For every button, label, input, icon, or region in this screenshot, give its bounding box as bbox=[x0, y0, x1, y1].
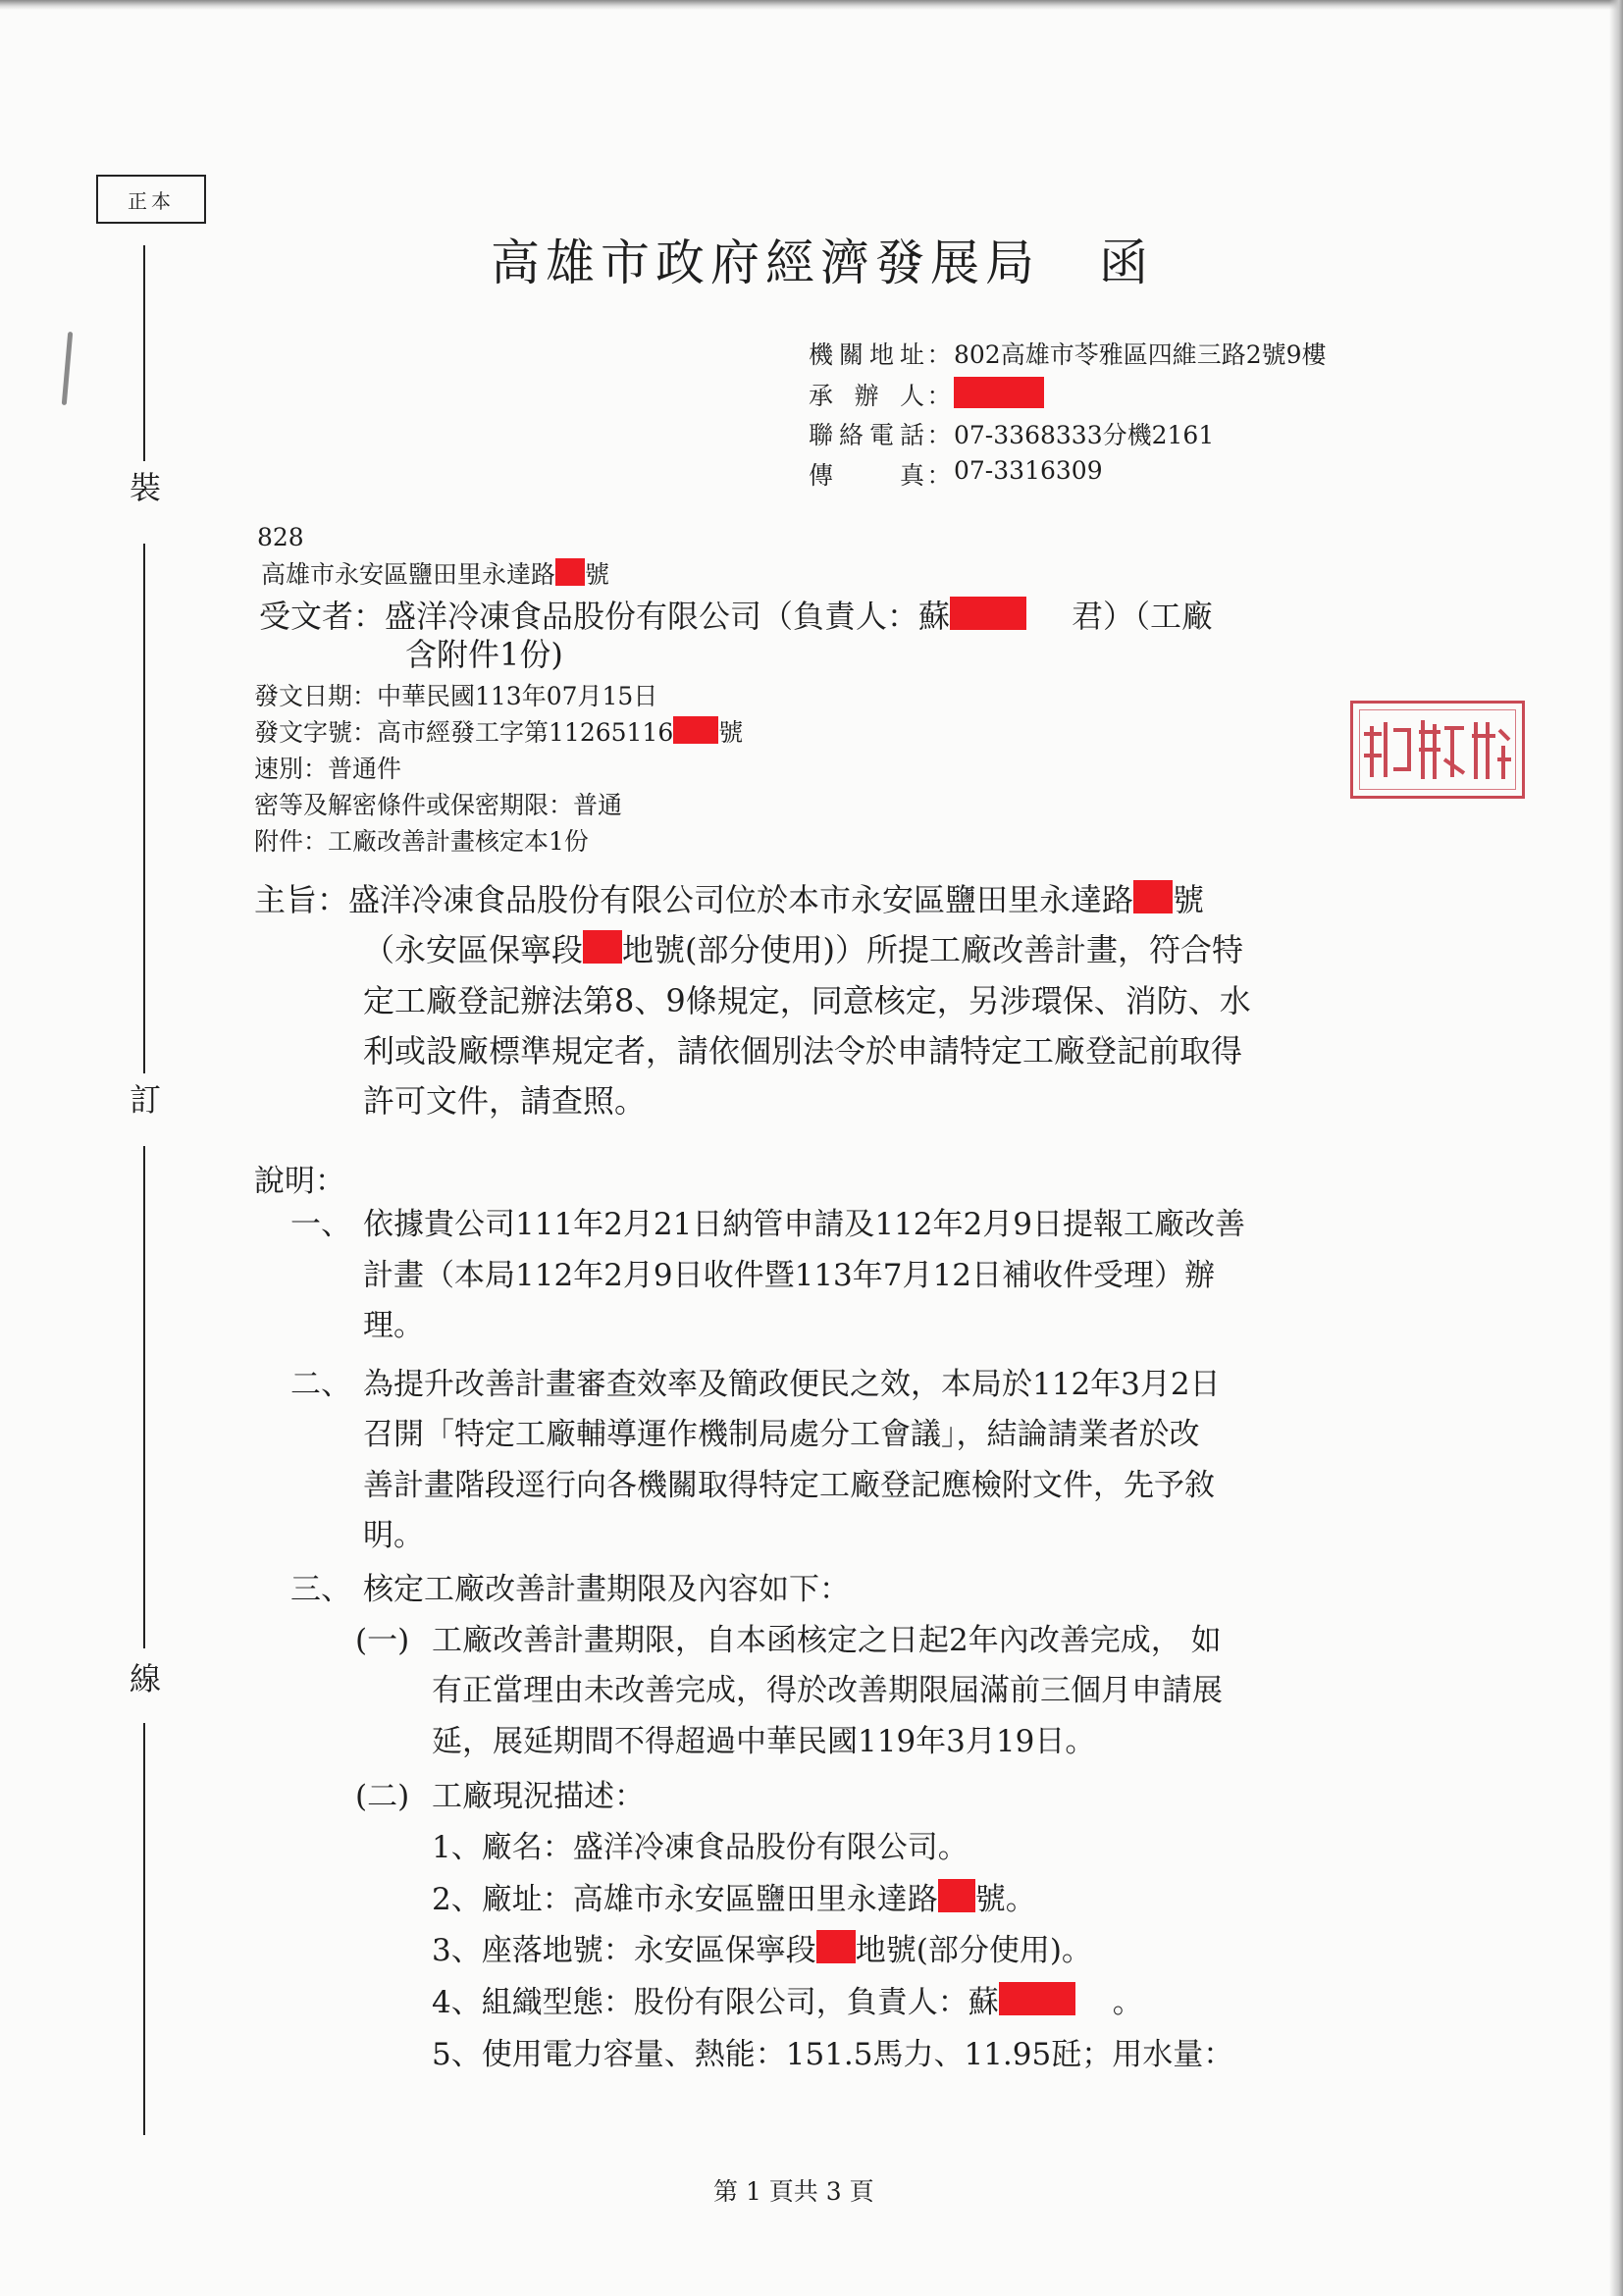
item-1-num: 一、 bbox=[290, 1207, 351, 1242]
redaction bbox=[555, 558, 585, 586]
item-1-line: 理。 bbox=[363, 1308, 424, 1343]
redaction bbox=[950, 597, 1026, 630]
subject-line-4: 利或設廠標準規定者，請依個別法令於申請特定工廠登記前取得 bbox=[363, 1032, 1243, 1070]
item-2-num: 二、 bbox=[290, 1367, 351, 1402]
page-number: 第 1 頁共 3 頁 bbox=[713, 2177, 874, 2206]
recipient-line: 受文者：盛洋冷凍食品股份有限公司（負責人：蘇 君）（工廠 bbox=[259, 598, 1214, 635]
original-copy-stamp: 正本 bbox=[96, 175, 206, 224]
subject-line-1: 主旨：盛洋冷凍食品股份有限公司位於本市永安區鹽田里永達路 號 bbox=[254, 881, 1205, 918]
recipient-address: 高雄市永安區鹽田里永達路 號 bbox=[261, 560, 610, 589]
sub-2-num: (二) bbox=[355, 1779, 410, 1814]
sub-1-line: 工廠改善計畫期限，自本函核定之日起2年內改善完成， 如 bbox=[432, 1623, 1222, 1658]
sub-2-title: 工廠現況描述： bbox=[432, 1779, 645, 1814]
subject-label: 主旨： bbox=[254, 881, 349, 918]
official-seal bbox=[1350, 701, 1525, 799]
redaction bbox=[816, 1930, 856, 1963]
binding-line bbox=[143, 544, 145, 1073]
doc-number: 發文字號：高市經發工字第11265116 號 bbox=[254, 718, 744, 747]
margin-char-bind: 裝 bbox=[129, 469, 161, 506]
item-2-line: 為提升改善計畫審查效率及簡政便民之效，本局於112年3月2日 bbox=[363, 1367, 1221, 1402]
binding-line bbox=[143, 1723, 145, 2135]
secrecy: 密等及解密條件或保密期限：普通 bbox=[254, 791, 623, 819]
sub-1-line: 有正當理由未改善完成，得於改善期限屆滿前三個月申請展 bbox=[432, 1673, 1223, 1708]
sub-1-num: (一) bbox=[355, 1623, 410, 1658]
item-2-line: 善計畫階段逕行向各機關取得特定工廠登記應檢附文件，先予敘 bbox=[363, 1468, 1215, 1503]
binding-line bbox=[143, 1146, 145, 1648]
scan-edge-right bbox=[1609, 0, 1623, 2296]
issue-date: 發文日期：中華民國113年07月15日 bbox=[254, 682, 658, 710]
seal-glyphs bbox=[1350, 701, 1525, 799]
contact-value: 07-3316309 bbox=[954, 456, 1103, 485]
contact-label: 聯 絡 電 話 bbox=[809, 421, 924, 449]
scan-edge-top bbox=[0, 0, 1623, 10]
redaction bbox=[954, 377, 1044, 408]
item-1-line: 依據貴公司111年2月21日納管申請及112年2月9日提報工廠改善 bbox=[363, 1207, 1245, 1242]
agency-name: 高雄市政府經濟發展局 bbox=[491, 235, 1040, 291]
binding-line bbox=[143, 245, 145, 461]
detail-1: 1、廠名：盛洋冷凍食品股份有限公司。 bbox=[432, 1830, 969, 1865]
explanation-label: 說明： bbox=[254, 1164, 345, 1199]
contact-address: 機 關 地 址 ： 802高雄市苓雅區四維三路2號9樓 bbox=[809, 336, 1327, 371]
contact-label: 機 關 地 址 bbox=[809, 340, 924, 369]
speed-class: 速別：普通件 bbox=[254, 755, 402, 783]
staple-mark bbox=[62, 332, 74, 405]
redaction bbox=[583, 930, 622, 964]
document-type: 函 bbox=[1099, 235, 1154, 291]
contact-fax: 傳 真 ： 07-3316309 bbox=[809, 456, 1103, 490]
contact-value: 802高雄市苓雅區四維三路2號9樓 bbox=[954, 340, 1327, 369]
contact-phone: 聯 絡 電 話 ： 07-3368333分機2161 bbox=[809, 416, 1214, 451]
subject-line-5: 許可文件，請查照。 bbox=[363, 1082, 647, 1120]
item-1-line: 計畫（本局112年2月9日收件暨113年7月12日補收件受理）辦 bbox=[363, 1258, 1215, 1293]
contact-value: 07-3368333分機2161 bbox=[954, 421, 1215, 449]
sub-1-line: 延，展延期間不得超過中華民國119年3月19日。 bbox=[432, 1724, 1096, 1759]
item-3-line: 核定工廠改善計畫期限及內容如下： bbox=[363, 1572, 850, 1607]
document-title bbox=[491, 224, 1154, 294]
margin-char-line: 線 bbox=[129, 1660, 161, 1697]
item-2-line: 召開「特定工廠輔導運作機制局處分工會議」，結論請業者於改 bbox=[363, 1417, 1200, 1452]
subject-line-2: （永安區保寧段 地號(部分使用)）所提工廠改善計畫，符合特 bbox=[363, 931, 1243, 968]
recipient-name: 盛洋冷凍食品股份有限公司（負責人：蘇 bbox=[385, 598, 951, 635]
detail-2: 2、廠址：高雄市永安區鹽田里永達路 號。 bbox=[432, 1874, 1036, 1918]
redaction bbox=[1133, 880, 1173, 913]
detail-5: 5、使用電力容量、熱能：151.5馬力、11.95瓩；用水量： bbox=[432, 2037, 1234, 2072]
item-3-num: 三、 bbox=[290, 1572, 351, 1607]
recipient-line-2: 含附件1份) bbox=[405, 636, 563, 673]
subject-line-3: 定工廠登記辦法第8、9條規定，同意核定，另涉環保、消防、水 bbox=[363, 982, 1251, 1019]
contact-handler: 承 辦 人 ： bbox=[809, 377, 1044, 412]
item-2-line: 明。 bbox=[363, 1518, 424, 1553]
contact-label: 傳 真 bbox=[809, 461, 924, 490]
redaction bbox=[938, 1879, 975, 1912]
redaction bbox=[999, 1982, 1075, 2015]
attachment: 附件：工廠改善計畫核定本1份 bbox=[254, 827, 589, 856]
recipient-label: 受文者： bbox=[259, 598, 386, 635]
postal-code: 828 bbox=[257, 523, 304, 551]
detail-3: 3、座落地號：永安區保寧段 地號(部分使用)。 bbox=[432, 1925, 1092, 1969]
detail-4: 4、組織型態：股份有限公司，負責人：蘇 。 bbox=[432, 1977, 1143, 2021]
redaction bbox=[673, 716, 718, 744]
margin-char-staple: 訂 bbox=[129, 1081, 161, 1119]
contact-label: 承 辦 人 bbox=[809, 382, 924, 410]
